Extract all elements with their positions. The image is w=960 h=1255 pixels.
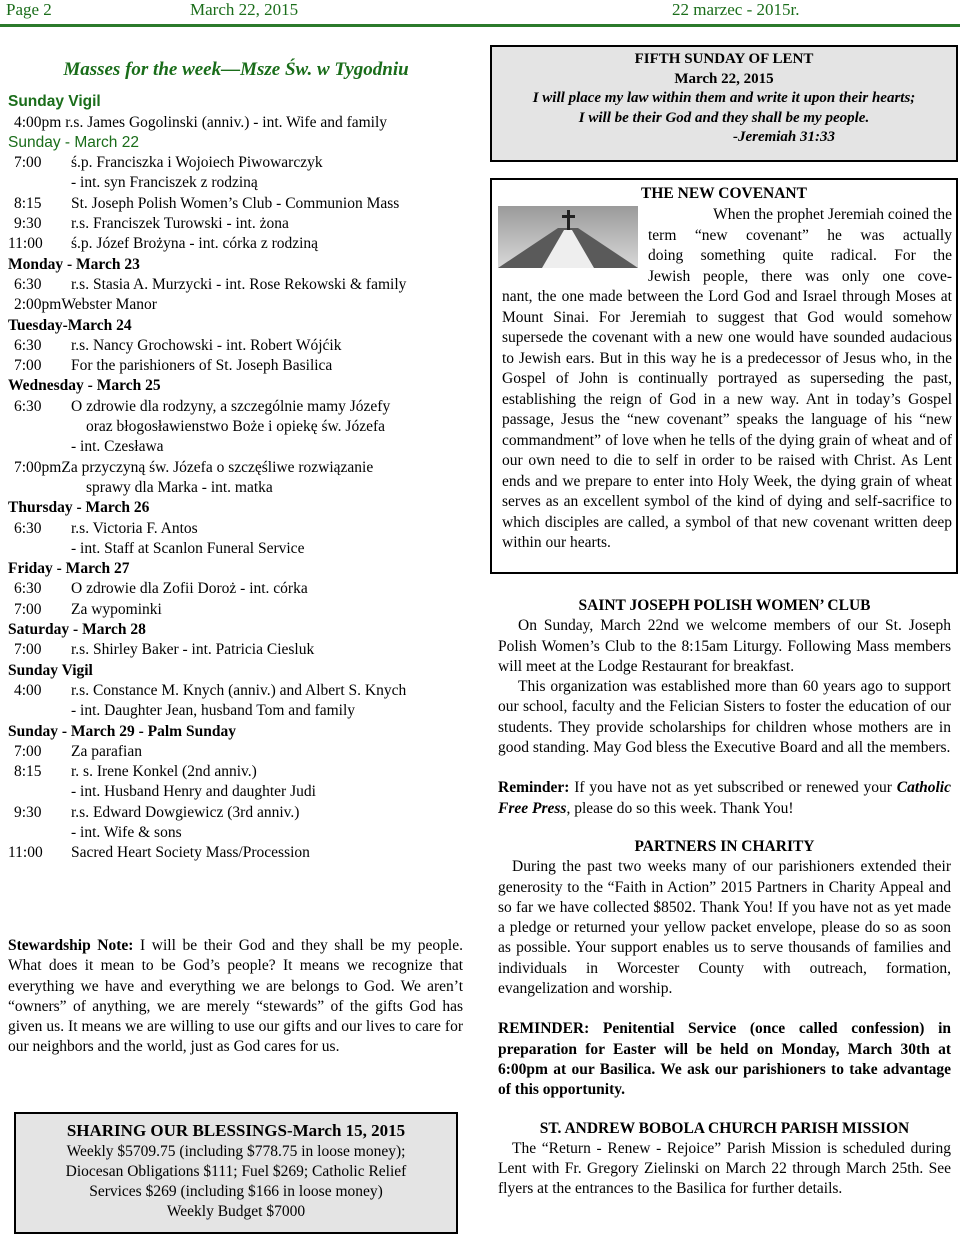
mass-entry: 8:15 r. s. Irene Konkel (2nd anniv.) xyxy=(14,763,257,781)
mass-entry: 7:00 For the parishioners of St. Joseph Basilica xyxy=(14,357,333,375)
covenant-line: When the prophet Jeremiah coined the xyxy=(713,206,952,223)
covenant-text xyxy=(502,205,952,554)
mass-entry-cont: sprawy dla Marka - int. matka xyxy=(86,478,273,496)
covenant-body: nant, the one made between the Lord God and Israel through Moses at Mount Sinai. For Jeremiah to suggest that God would somehow supersede the covenant with a new one would have sounded audacious to Jewish ears. But in this way he is a predecessor of Jesus who, in the Gospel of John is continually portrayed as superseding the past, establishing the reign of God in a new way. Ant in today’s Gospel passage, Jesus the “new covenant” speaks the language of his “new commandment” of love when he tells of the dying grain of wheat and of our own need to die to self in order to be raised with Christ. As Lent ends and we prepare to enter into Holy Week, the dying grain of wheat serves as an excellent symbol of the kind of dying and self-sacrifice to which disciples are called, a symbol of that new covenant written deep within our hearts. xyxy=(502,288,952,551)
partners-paragraph: During the past two weeks many of our parishioners extended their generosity to the “Faith in Action” 2015 Partners in Charity Appeal and so far we have collected $8502. Thank You! If you have not as yet made a pledge or returned your yellow packet envelope, please do so as soon as possible. Your support enables us to serve thousands of families and individuals in Worcester County with outreach, formation, evangelization and worship. xyxy=(498,858,951,998)
page-number: Page 2 xyxy=(6,0,52,19)
womens-club-paragraph: This organization was established more than 60 years ago to support our school, faculty and the Felician Sisters to foster the education of our students. They provide scholarships for children whose mothers are in good standing. May God bless the Executive Board and all the members. xyxy=(498,678,951,757)
partners-title: PARTNERS IN CHARITY xyxy=(634,837,815,855)
tuesday-heading: Tuesday-March 24 xyxy=(8,316,132,334)
lent-box xyxy=(490,45,958,162)
masses-title: Masses for the week—Msze Św. w Tygodniu xyxy=(63,59,409,80)
mission-title: ST. ANDREW BOBOLA CHURCH PARISH MISSION xyxy=(539,1119,910,1137)
friday-heading: Friday - March 27 xyxy=(8,560,130,578)
mass-entry-cont: - int. Staff at Scanlon Funeral Service xyxy=(71,539,305,557)
blessings-line: Diocesan Obligations $111; Fuel $269; Catholic Relief xyxy=(65,1163,407,1180)
blessings-box xyxy=(14,1112,458,1234)
penitential-paragraph: REMINDER: Penitential Service (once called confession) in preparation for Easter will be held on Monday, March 30th at 6:00pm at our Basilica. We ask our parishioners to take advantage of this opportunity. xyxy=(498,1020,951,1099)
mass-entry: 6:30 O zdrowie dla Zofii Doroż - int. córka xyxy=(14,580,308,598)
stewardship-text: I will be their God and they shall be my people. What does it mean to be God’s people? It means we recognize that everything we have and everything we are belongs to God. We aren’t “owners” of anything, we are merely “stewards” of the gifts God has given us. It means we are willing to use our gifts and our lives to care for our neighbors and the world, just as God cares for us. xyxy=(8,937,463,1056)
mass-entry-cont: - int. syn Franciszek z rodziną xyxy=(71,174,258,192)
mass-schedule xyxy=(8,32,464,864)
mass-entry: 7:00pmZa przyczyną św. Józefa o szczęśliwe rozwiązanie xyxy=(14,458,374,476)
lent-reference: -Jeremiah 31:33 xyxy=(732,129,836,145)
mass-entry: 6:30 r.s. Stasia A. Murzycki - int. Rose Rekowski & family xyxy=(14,275,407,293)
monday-heading: Monday - March 23 xyxy=(8,255,140,273)
publication-name: Catholic Free Press xyxy=(498,779,951,817)
mass-entry: 7:00 Za parafian xyxy=(14,742,142,760)
covenant-line: Jewish people, there was only one cove- xyxy=(648,267,952,285)
womens-club-paragraph: On Sunday, March 22nd we welcome members of our St. Joseph Polish Women’s Club to the 8:15am Liturgy. Following Mass members will meet at the Lodge Restaurant for breakfast. xyxy=(498,617,951,675)
mass-entry-cont: oraz błogosławienstwo Boże i opiekę św. Józefa xyxy=(86,418,386,436)
mass-entry: 9:30 r.s. Edward Dowgiewicz (3rd anniv.) xyxy=(14,803,300,821)
right-column-sections xyxy=(498,596,951,1200)
lent-date: March 22, 2015 xyxy=(674,70,774,87)
blessings-line: Weekly Budget $7000 xyxy=(166,1203,306,1220)
header-polish-date: 22 marzec - 2015r. xyxy=(672,0,800,19)
mission-paragraph: The “Return - Renew - Rejoice” Parish Mission is scheduled during Lent with Fr. Gregory Zielinski on March 22 through March 25th. See flyers at the entrances to the Basilica for further details. xyxy=(498,1139,951,1198)
wednesday-heading: Wednesday - March 25 xyxy=(8,377,161,395)
mass-entry: 7:00 r.s. Shirley Baker - int. Patricia Ciesluk xyxy=(14,641,315,659)
womens-club-title: SAINT JOSEPH POLISH WOMEN’ CLUB xyxy=(578,597,871,614)
covenant-box xyxy=(490,178,958,574)
reminder-paragraph: Reminder: If you have not as yet subscribed or renewed your Catholic Free Press, please do so this week. Thank You! xyxy=(498,779,951,817)
blessings-line: Services $269 (including $166 in loose money) xyxy=(89,1183,383,1200)
mass-entry: 6:30 r.s. Victoria F. Antos xyxy=(14,519,198,537)
lent-title: FIFTH SUNDAY OF LENT xyxy=(634,51,814,67)
mass-entry-cont: - int. Wife & sons xyxy=(71,823,182,841)
header-rule xyxy=(0,24,960,27)
covenant-line: doing something quite radical. For the xyxy=(648,247,952,264)
covenant-line: term “new covenant” he was actually xyxy=(648,226,952,244)
blessings-title: SHARING OUR BLESSINGS-March 15, 2015 xyxy=(66,1121,406,1140)
lent-verse: I will place my law within them and write it upon their hearts; xyxy=(532,90,916,106)
sunday-vigil-heading: Sunday Vigil xyxy=(8,93,101,111)
mass-entry: 6:30 O zdrowie dla rodzyny, a szczególnie mamy Józefy xyxy=(14,397,391,415)
sunday-heading: Sunday - March 22 xyxy=(8,133,139,151)
mass-entry-cont: - int. Czesława xyxy=(71,438,164,456)
thursday-heading: Thursday - March 26 xyxy=(8,499,150,517)
mass-entry: 4:00 r.s. Constance M. Knych (anniv.) and Albert S. Knych xyxy=(14,681,407,699)
mass-entry: 8:15 St. Joseph Polish Women’s Club - Communion Mass xyxy=(14,194,400,212)
mass-entry-cont: - int. Husband Henry and daughter Judi xyxy=(71,783,316,801)
palm-sunday-heading: Sunday - March 29 - Palm Sunday xyxy=(8,722,236,740)
mass-entry: 6:30 r.s. Nancy Grochowski - int. Robert Wójćik xyxy=(14,336,342,354)
sunday-vigil-heading: Sunday Vigil xyxy=(8,661,93,679)
header-date: March 22, 2015 xyxy=(190,0,299,19)
covenant-title: THE NEW COVENANT xyxy=(641,185,807,202)
mass-entry: 2:00pmWebster Manor xyxy=(14,296,157,314)
lent-verse: I will be their God and they shall be my people. xyxy=(578,109,870,126)
stewardship-label: Stewardship Note: xyxy=(8,937,134,954)
mass-entry: 7:00 Za wypominki xyxy=(14,600,162,618)
mass-entry-cont: - int. Daughter Jean, husband Tom and family xyxy=(71,702,356,720)
mass-entry: 9:30 r.s. Franciszek Turowski - int. żona xyxy=(14,215,289,233)
mass-entry: 7:00 ś.p. Franciszka i Wojoiech Piwowarczyk xyxy=(14,154,323,172)
mass-entry: 11:00 Sacred Heart Society Mass/Procession xyxy=(8,844,310,862)
blessings-line: Weekly $5709.75 (including $778.75 in loose money); xyxy=(66,1143,406,1160)
mass-entry: 11:00 ś.p. Józef Brożyna - int. córka z rodziną xyxy=(8,235,319,253)
saturday-heading: Saturday - March 28 xyxy=(8,621,146,639)
stewardship-note xyxy=(8,936,463,1058)
vigil-entry: 4:00pm r.s. James Gogolinski (anniv.) - int. Wife and family xyxy=(14,113,388,131)
